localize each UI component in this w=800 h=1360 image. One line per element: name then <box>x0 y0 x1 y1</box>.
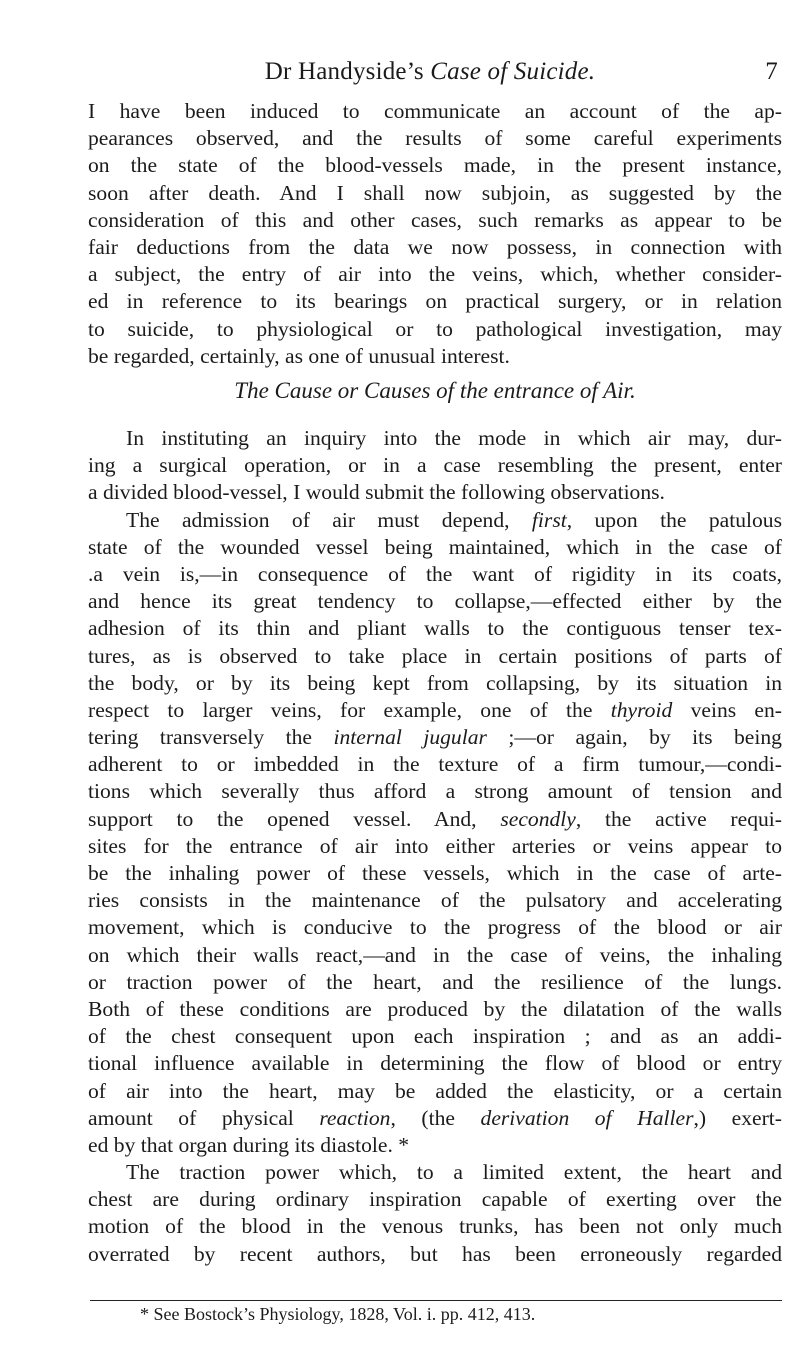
text-line: Both of these conditions are produced by the dilatation of the walls <box>88 996 782 1021</box>
text-run: , (the <box>390 1105 481 1130</box>
text-line: ries consists in the maintenance of the pulsatory and accelerating <box>88 888 782 913</box>
text-line: movement, which is conducive to the progress of the blood or air <box>88 915 782 940</box>
text-line: on which their walls react,—and in the case of veins, the inhaling <box>88 942 782 967</box>
text-line: state of the wounded vessel being maintained, which in the case of <box>88 534 782 559</box>
emphasis: internal jugular <box>333 725 487 750</box>
text-run: , upon the patulous <box>566 507 782 532</box>
text-line: motion of the blood in the venous trunks, has been not only much <box>88 1214 782 1239</box>
text-line: the body, or by its being kept from collapsing, by its situation in <box>88 670 782 695</box>
footnote-divider <box>90 1300 782 1301</box>
text-line <box>88 724 782 751</box>
text-run: ;—or again, by its being <box>486 725 782 750</box>
running-header <box>80 58 780 86</box>
text-line: The traction power which, to a limited extent, the heart and <box>126 1160 782 1185</box>
text-line <box>88 697 782 724</box>
emphasis: first <box>531 507 567 532</box>
text-line: or traction power of the heart, and the resilience of the lungs. <box>88 969 782 994</box>
text-line: I have been induced to communicate an account of the ap- <box>88 99 782 123</box>
text-line: fair deductions from the data we now possess, in connection with <box>88 234 782 259</box>
emphasis: derivation of Haller <box>480 1105 694 1130</box>
text-run: tering transversely the <box>88 725 334 750</box>
text-line: soon after death. And I shall now subjoin, as suggested by the <box>88 180 782 205</box>
text-line: on the state of the blood-vessels made, in the present instance, <box>88 153 782 178</box>
header-title: Case of Suicide. <box>430 58 596 85</box>
page-number: 7 <box>765 58 778 85</box>
text-line: pearances observed, and the results of some careful experiments <box>88 126 782 151</box>
text-line: ing a surgical operation, or in a case resembling the present, enter <box>88 453 782 478</box>
text-line <box>88 1105 782 1132</box>
text-line: tional influence available in determining the flow of blood or entry <box>88 1051 782 1076</box>
text-run: amount of physical <box>88 1105 320 1130</box>
text-line: tures, as is observed to take place in certain positions of parts of <box>88 643 782 668</box>
text-line: of air into the heart, may be added the elasticity, or a certain <box>88 1078 782 1103</box>
text-line: be regarded, certainly, as one of unusual interest. <box>88 343 510 368</box>
footnote: * See Bostock’s Physiology, 1828, Vol. i. pp. 412, 413. <box>140 1304 536 1324</box>
text-run: , the active requi- <box>575 806 782 831</box>
text-line: sites for the entrance of air into either arteries or veins appear to <box>88 833 782 858</box>
emphasis: secondly <box>500 806 576 831</box>
main-paragraphs <box>88 425 782 1268</box>
text-run: veins en- <box>672 697 783 722</box>
intro-paragraph <box>88 98 782 370</box>
text-run: support to the opened vessel. And, <box>88 806 501 831</box>
text-line <box>88 806 782 833</box>
text-line: .a vein is,—in consequence of the want of rigidity in its coats, <box>88 561 782 586</box>
text-line: ed by that organ during its diastole. * <box>88 1132 410 1157</box>
text-line <box>88 507 782 534</box>
text-line: to suicide, to physiological or to pathological investigation, may <box>88 316 782 341</box>
text-line: of the chest consequent upon each inspiration ; and as an addi- <box>88 1024 782 1049</box>
section-heading: The Cause or Causes of the entrance of Air. <box>234 378 636 403</box>
text-line: be the inhaling power of these vessels, which in the case of arte- <box>88 861 782 885</box>
header-author: Dr Handyside’s <box>264 58 424 85</box>
text-line: adherent to or imbedded in the texture of a firm tumour,—condi- <box>88 752 782 777</box>
emphasis: thyroid <box>610 697 673 722</box>
text-run: The admission of air must depend, <box>126 507 532 532</box>
text-line: a subject, the entry of air into the veins, which, whether consider- <box>88 262 782 287</box>
text-line: tions which severally thus afford a strong amount of tension and <box>88 779 782 804</box>
emphasis: reaction <box>319 1105 391 1130</box>
text-line: chest are during ordinary inspiration capable of exerting over the <box>88 1187 782 1212</box>
text-line: and hence its great tendency to collapse,—effected either by the <box>88 589 782 614</box>
text-run: ,) exert- <box>693 1105 782 1130</box>
text-line: ed in reference to its bearings on practical surgery, or in relation <box>88 289 782 314</box>
text-line: a divided blood-vessel, I would submit the following observations. <box>88 480 665 505</box>
text-run: respect to larger veins, for example, one of the <box>88 697 611 722</box>
text-line: In instituting an inquiry into the mode in which air may, dur- <box>126 426 782 450</box>
text-line: consideration of this and other cases, such remarks as appear to be <box>88 207 782 232</box>
text-line: adhesion of its thin and pliant walls to the contiguous tenser tex- <box>88 616 782 641</box>
text-line: overrated by recent authors, but has been erroneously regarded <box>88 1241 782 1266</box>
